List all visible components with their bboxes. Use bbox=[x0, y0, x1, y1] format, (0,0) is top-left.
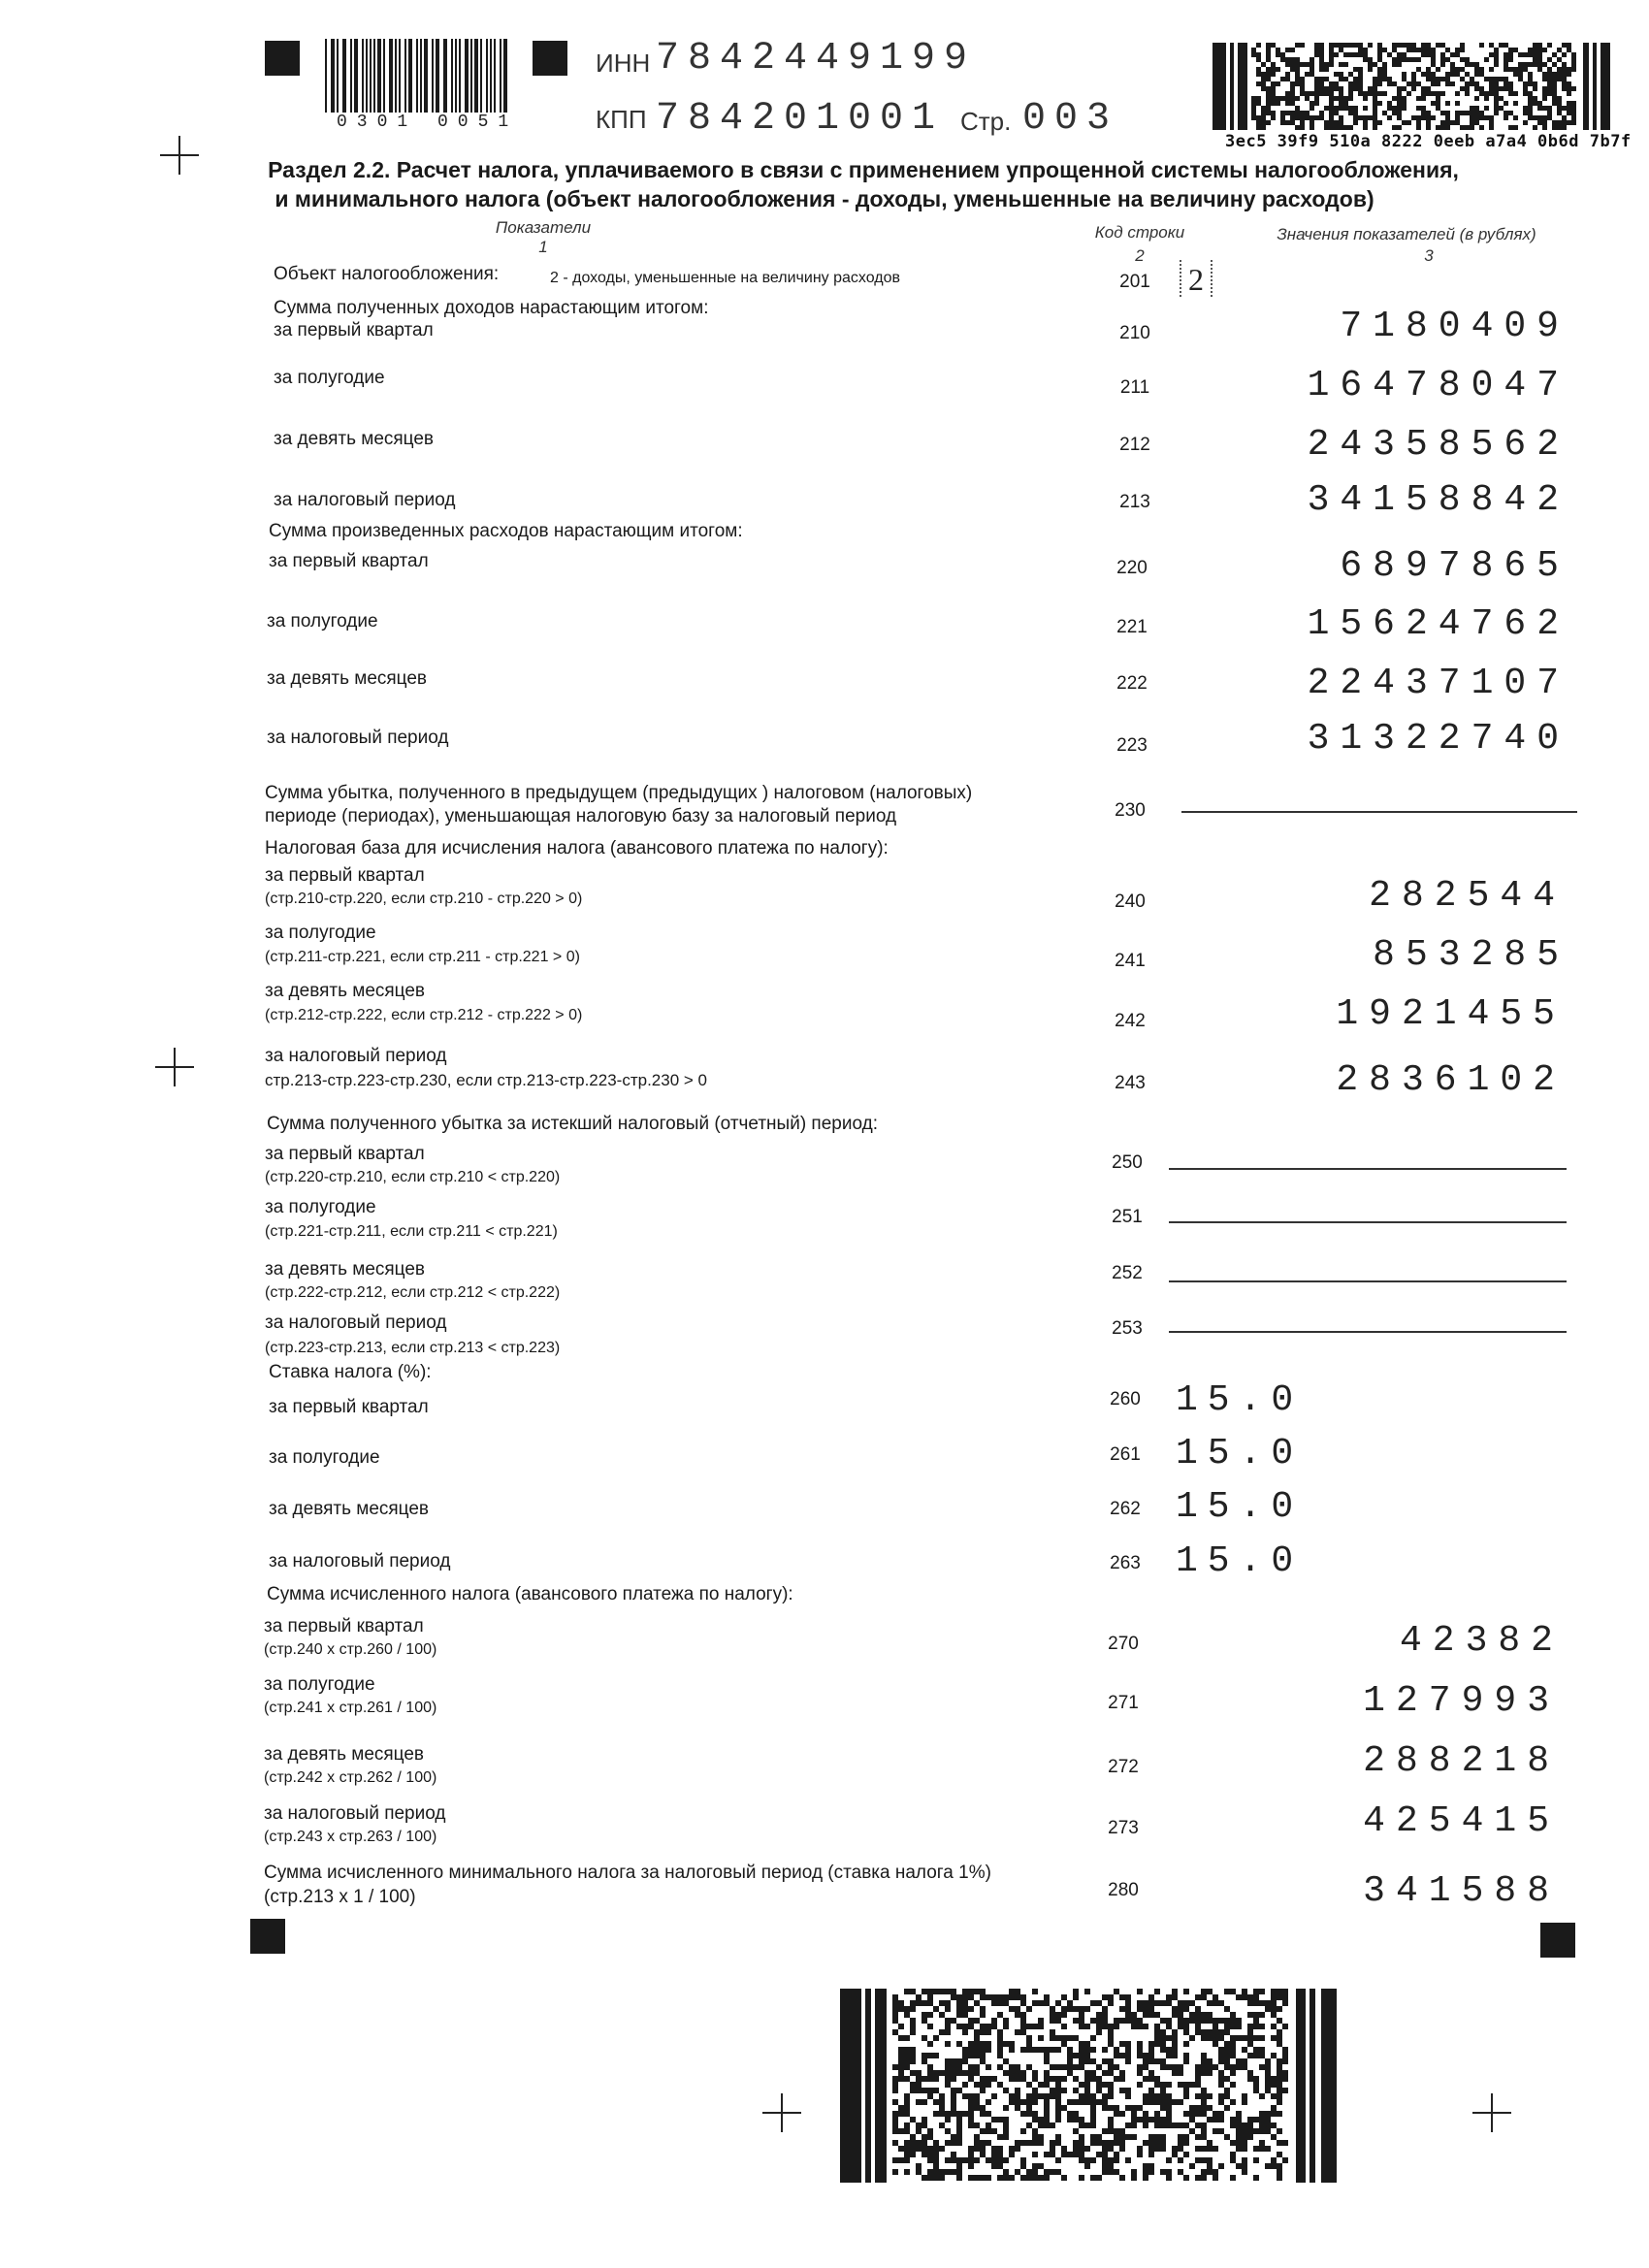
value-230-blank bbox=[1181, 811, 1577, 813]
code-261: 261 bbox=[1110, 1444, 1141, 1465]
label-213: за налоговый период bbox=[274, 490, 456, 510]
code-230: 230 bbox=[1115, 800, 1146, 821]
inn-value: 7842449199 bbox=[656, 37, 977, 81]
rate-261: 15.0 bbox=[1176, 1433, 1304, 1474]
object-value: 2 bbox=[1180, 260, 1212, 297]
code-272: 272 bbox=[1108, 1757, 1139, 1777]
value-221: 15624762 bbox=[1307, 603, 1569, 645]
formula-253: (стр.223-стр.213, если стр.213 < стр.223) bbox=[265, 1340, 561, 1356]
column-number-3: 3 bbox=[1424, 246, 1434, 265]
code-210: 210 bbox=[1119, 323, 1150, 343]
value-252-blank bbox=[1169, 1280, 1567, 1282]
value-270: 42382 bbox=[1399, 1620, 1564, 1662]
code-221: 221 bbox=[1116, 617, 1148, 637]
label-210: за первый квартал bbox=[274, 320, 434, 340]
label-273: за налоговый период bbox=[264, 1803, 446, 1824]
section-title-line2: и минимального налога (объект налогообложения - доходы, уменьшенные на величину расходов) bbox=[275, 186, 1374, 211]
label-220: за первый квартал bbox=[269, 551, 429, 571]
code-253: 253 bbox=[1112, 1318, 1143, 1339]
code-273: 273 bbox=[1108, 1818, 1139, 1838]
kpp-label: КПП bbox=[596, 105, 647, 134]
formula-272: (стр.242 х стр.262 / 100) bbox=[264, 1769, 437, 1786]
section-rate: Ставка налога (%): bbox=[269, 1362, 432, 1382]
rate-262: 15.0 bbox=[1176, 1486, 1304, 1528]
formula-243: стр.213-стр.223-стр.230, если стр.213-стр.223-стр.230 > 0 bbox=[265, 1071, 707, 1089]
barcode-number: 0301 0051 bbox=[337, 113, 519, 132]
section-income: Сумма полученных доходов нарастающим итогом: bbox=[274, 298, 709, 318]
label-251: за полугодие bbox=[265, 1197, 376, 1217]
label-271: за полугодие bbox=[264, 1674, 375, 1695]
linear-barcode bbox=[325, 39, 509, 113]
value-271: 127993 bbox=[1363, 1680, 1560, 1722]
column-number-1: 1 bbox=[538, 238, 548, 256]
code-243: 243 bbox=[1115, 1073, 1146, 1093]
value-210: 7180409 bbox=[1340, 306, 1569, 347]
label-243: за налоговый период bbox=[265, 1046, 447, 1066]
code-250: 250 bbox=[1112, 1152, 1143, 1173]
registration-cross-bottom-left bbox=[762, 2093, 801, 2132]
label-212: за девять месяцев bbox=[274, 429, 435, 449]
object-description: 2 - доходы, уменьшенные на величину расходов bbox=[550, 270, 900, 286]
registration-cross-middle bbox=[155, 1048, 194, 1086]
value-280: 341588 bbox=[1363, 1870, 1560, 1912]
code-220: 220 bbox=[1116, 558, 1148, 578]
code-201: 201 bbox=[1119, 272, 1150, 292]
label-252: за девять месяцев bbox=[265, 1259, 426, 1280]
value-220: 6897865 bbox=[1340, 545, 1569, 587]
label-240: за первый квартал bbox=[265, 865, 425, 886]
value-241: 853285 bbox=[1373, 934, 1569, 976]
code-240: 240 bbox=[1115, 891, 1146, 912]
label-241: за полугодие bbox=[265, 923, 376, 943]
code-211: 211 bbox=[1119, 377, 1150, 398]
qr-barcode-top bbox=[1212, 43, 1610, 130]
value-250-blank bbox=[1169, 1168, 1567, 1170]
corner-marker-bottom-right bbox=[1540, 1923, 1575, 1958]
label-272: за девять месяцев bbox=[264, 1744, 425, 1765]
label-260: за первый квартал bbox=[269, 1397, 429, 1417]
formula-271: (стр.241 х стр.261 / 100) bbox=[264, 1700, 437, 1716]
label-223: за налоговый период bbox=[267, 728, 449, 748]
formula-251: (стр.221-стр.211, если стр.211 < стр.221) bbox=[265, 1223, 558, 1240]
code-223: 223 bbox=[1116, 735, 1148, 756]
value-223: 31322740 bbox=[1307, 718, 1569, 760]
code-271: 271 bbox=[1108, 1693, 1139, 1713]
value-243: 2836102 bbox=[1336, 1059, 1566, 1101]
page-label: Стр. bbox=[960, 107, 1012, 136]
column-header-line-code: Код строки bbox=[1094, 223, 1185, 242]
column-header-indicators: Показатели bbox=[495, 218, 592, 237]
registration-cross-bottom-right bbox=[1472, 2093, 1511, 2132]
code-263: 263 bbox=[1110, 1553, 1141, 1573]
value-242: 1921455 bbox=[1336, 993, 1566, 1035]
code-262: 262 bbox=[1110, 1499, 1141, 1519]
value-211: 16478047 bbox=[1307, 365, 1569, 406]
rate-260: 15.0 bbox=[1176, 1379, 1304, 1421]
label-250: за первый квартал bbox=[265, 1144, 425, 1164]
label-221: за полугодие bbox=[267, 611, 378, 632]
label-230-line2: периоде (периодах), уменьшающая налоговую базу за налоговый период bbox=[265, 806, 897, 826]
formula-280: (стр.213 х 1 / 100) bbox=[264, 1887, 416, 1907]
label-262: за девять месяцев bbox=[269, 1499, 430, 1519]
page-number: 003 bbox=[1022, 97, 1119, 141]
label-253: за налоговый период bbox=[265, 1312, 447, 1333]
column-header-values: Значения показателей (в рублях) bbox=[1277, 225, 1536, 243]
code-251: 251 bbox=[1112, 1207, 1143, 1227]
value-222: 22437107 bbox=[1307, 663, 1569, 704]
code-241: 241 bbox=[1115, 951, 1146, 971]
corner-marker-top-left bbox=[265, 41, 300, 76]
corner-marker-bottom-left bbox=[250, 1919, 285, 1954]
section-title-line1: Раздел 2.2. Расчет налога, уплачиваемого в связи с применением упрощенной системы налогообложения, bbox=[268, 157, 1459, 182]
section-base: Налоговая база для исчисления налога (авансового платежа по налогу): bbox=[265, 838, 889, 859]
formula-273: (стр.243 х стр.263 / 100) bbox=[264, 1829, 437, 1845]
label-270: за первый квартал bbox=[264, 1616, 424, 1636]
formula-250: (стр.220-стр.210, если стр.210 < стр.220) bbox=[265, 1169, 561, 1185]
corner-marker-top-mid bbox=[533, 41, 567, 76]
label-280: Сумма исчисленного минимального налога за налоговый период (ставка налога 1%) bbox=[264, 1863, 991, 1883]
qr-barcode-bottom bbox=[840, 1989, 1337, 2183]
code-270: 270 bbox=[1108, 1634, 1139, 1654]
code-222: 222 bbox=[1116, 673, 1148, 694]
value-272: 288218 bbox=[1363, 1740, 1560, 1782]
formula-242: (стр.212-стр.222, если стр.212 - стр.222 > 0) bbox=[265, 1007, 583, 1023]
formula-241: (стр.211-стр.221, если стр.211 - стр.221 > 0) bbox=[265, 949, 580, 965]
code-242: 242 bbox=[1115, 1011, 1146, 1031]
label-211: за полугодие bbox=[274, 368, 385, 388]
inn-label: ИНН bbox=[596, 49, 651, 78]
hash-code: 3ec5 39f9 510a 8222 0eeb a7a4 0b6d 7b7f bbox=[1225, 132, 1632, 151]
value-240: 282544 bbox=[1369, 875, 1566, 917]
rate-263: 15.0 bbox=[1176, 1540, 1304, 1582]
code-213: 213 bbox=[1119, 492, 1150, 512]
column-number-2: 2 bbox=[1135, 246, 1145, 265]
label-242: за девять месяцев bbox=[265, 981, 426, 1001]
label-263: за налоговый период bbox=[269, 1551, 451, 1571]
object-label: Объект налогообложения: bbox=[274, 264, 500, 284]
code-260: 260 bbox=[1110, 1389, 1141, 1409]
value-253-blank bbox=[1169, 1331, 1567, 1333]
code-212: 212 bbox=[1119, 435, 1150, 455]
value-251-blank bbox=[1169, 1221, 1567, 1223]
section-tax: Сумма исчисленного налога (авансового платежа по налогу): bbox=[267, 1584, 793, 1604]
label-222: за девять месяцев bbox=[267, 668, 428, 689]
formula-240: (стр.210-стр.220, если стр.210 - стр.220 > 0) bbox=[265, 891, 583, 907]
label-261: за полугодие bbox=[269, 1447, 380, 1468]
formula-270: (стр.240 х стр.260 / 100) bbox=[264, 1641, 437, 1658]
section-expenses: Сумма произведенных расходов нарастающим итогом: bbox=[269, 521, 743, 541]
section-loss: Сумма полученного убытка за истекший налоговый (отчетный) период: bbox=[267, 1114, 878, 1134]
code-280: 280 bbox=[1108, 1880, 1139, 1900]
kpp-value: 784201001 bbox=[656, 97, 945, 141]
label-230-line1: Сумма убытка, полученного в предыдущем (предыдущих ) налоговом (налоговых) bbox=[265, 783, 973, 803]
value-212: 24358562 bbox=[1307, 424, 1569, 466]
formula-252: (стр.222-стр.212, если стр.212 < стр.222) bbox=[265, 1284, 561, 1301]
value-213: 34158842 bbox=[1307, 479, 1569, 521]
value-273: 425415 bbox=[1363, 1800, 1560, 1842]
code-252: 252 bbox=[1112, 1263, 1143, 1283]
